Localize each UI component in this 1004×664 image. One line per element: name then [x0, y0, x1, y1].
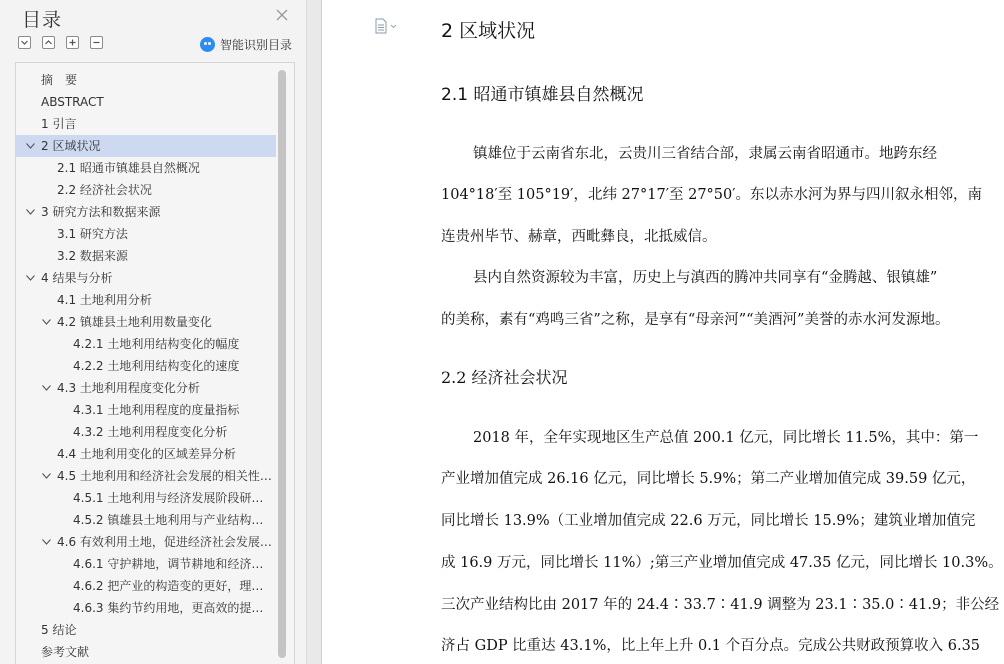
toc-item[interactable]: 2.2 经济社会状况: [57, 183, 152, 197]
toc-item[interactable]: 摘 要: [41, 73, 78, 87]
toc-item[interactable]: 4.3.1 土地利用程度的度量指标: [73, 403, 240, 417]
paragraph-line: 镇雄位于云南省东北，云贵川三省结合部，隶属云南省昭通市。地跨东经: [473, 146, 937, 162]
toc-item[interactable]: 4.6.1 守护耕地，调节耕地和经济…: [73, 557, 264, 571]
toc-panel: [0, 0, 306, 664]
collapse-all-icon[interactable]: [18, 36, 31, 49]
document-icon[interactable]: [374, 18, 398, 34]
expand-all-icon[interactable]: [42, 36, 55, 49]
paragraph-line: 县内自然资源较为丰富，历史上与滇西的腾冲共同享有“金腾越、银镇雄”: [473, 270, 938, 286]
paragraph-line: 产业增加值完成 26.16 亿元，同比增长 5.9%；第二产业增加值完成 39.59 亿元，: [441, 471, 976, 487]
chevron-down-icon[interactable]: [26, 267, 36, 289]
remove-heading-icon[interactable]: [90, 36, 103, 49]
toc-item[interactable]: 3.1 研究方法: [57, 227, 128, 241]
toc-item[interactable]: 3 研究方法和数据来源: [41, 205, 161, 219]
toc-item[interactable]: 4.5.2 镇雄县土地利用与产业结构…: [73, 513, 264, 527]
chevron-down-icon[interactable]: [26, 201, 36, 223]
toc-item[interactable]: 4.1 土地利用分析: [57, 293, 152, 307]
toc-item[interactable]: 4.5 土地利用和经济社会发展的相关性…: [57, 469, 272, 483]
toc-item[interactable]: 4.5.1 土地利用与经济发展阶段研…: [73, 491, 264, 505]
toc-list: [15, 62, 295, 664]
paragraph-line: 连贵州毕节、赫章，西毗彝良，北抵威信。: [441, 229, 717, 245]
toc-item[interactable]: 4.2 镇雄县土地利用数量变化: [57, 315, 212, 329]
heading-2-2-text: 经济社会状况: [471, 368, 568, 387]
toc-item[interactable]: 4.6 有效利用土地，促进经济社会发展…: [57, 535, 272, 549]
toc-item[interactable]: 4.3.2 土地利用程度变化分析: [73, 425, 228, 439]
toc-item[interactable]: 2.1 昭通市镇雄县自然概况: [57, 161, 200, 175]
toc-item[interactable]: 参考文献: [41, 645, 90, 659]
toc-item[interactable]: 4.3 土地利用程度变化分析: [57, 381, 200, 395]
toc-item[interactable]: ABSTRACT: [41, 95, 104, 109]
paragraph-line: 104°18′至 105°19′，北纬 27°17′至 27°50′。东以赤水河为界与四川叙永相邻，南: [441, 187, 983, 203]
toc-scrollbar[interactable]: [278, 70, 286, 658]
chevron-down-icon[interactable]: [42, 377, 52, 399]
toc-item[interactable]: 4.6.3 集约节约用地，更高效的提…: [73, 601, 264, 615]
toc-item[interactable]: 4 结果与分析: [41, 271, 113, 285]
paragraph-line: 三次产业结构比由 2017 年的 24.4∶33.7∶41.9 调整为 23.1∶35.0∶41.9；非公经: [441, 597, 1000, 613]
toc-toolbar: [18, 36, 114, 50]
toc-item[interactable]: 4.4 土地利用变化的区域差异分析: [57, 447, 236, 461]
heading-2-2-number: 2.2: [441, 368, 467, 387]
heading-2-2: [441, 365, 568, 388]
paragraph-line: 成 16.9 万元，同比增长 11%）;第三产业增加值完成 47.35 亿元，同比增长 10.3%。: [441, 555, 1003, 571]
ai-recognize-toc-button[interactable]: [200, 35, 292, 53]
ai-recognize-label: 智能识别目录: [220, 37, 293, 52]
close-icon[interactable]: [274, 8, 290, 24]
panel-divider[interactable]: [306, 0, 322, 664]
toc-item[interactable]: 1 引言: [41, 117, 77, 131]
chevron-down-icon[interactable]: [42, 531, 52, 553]
toc-item[interactable]: 4.6.2 把产业的构造变的更好，理…: [73, 579, 264, 593]
paragraph-line: 2018 年，全年实现地区生产总值 200.1 亿元，同比增长 11.5%，其中：第一: [473, 430, 979, 446]
add-heading-icon[interactable]: [66, 36, 79, 49]
paragraph-line: 同比增长 13.9%（工业增加值完成 22.6 万元，同比增长 15.9%；建筑业增加值完: [441, 513, 976, 529]
toc-title: 目录: [22, 9, 63, 31]
toc-item[interactable]: 2 区域状况: [16, 135, 276, 157]
document-page: [322, 0, 1004, 664]
chevron-down-icon[interactable]: [42, 465, 52, 487]
heading-2-1: 2.1 昭通市镇雄县自然概况: [441, 85, 644, 105]
toc-item[interactable]: 4.2.1 土地利用结构变化的幅度: [73, 337, 240, 351]
paragraph-line: 的美称，素有“鸡鸣三省”之称，是享有“母亲河”“美酒河”美誉的赤水河发源地。: [441, 312, 950, 328]
chevron-down-icon[interactable]: [26, 135, 36, 157]
toc-item[interactable]: 4.2.2 土地利用结构变化的速度: [73, 359, 240, 373]
chevron-down-icon[interactable]: [42, 311, 52, 333]
paragraph-line: 济占 GDP 比重达 43.1%，比上年上升 0.1 个百分点。完成公共财政预算收入 6.35: [441, 638, 981, 654]
toc-item[interactable]: 5 结论: [41, 623, 77, 637]
ai-robot-icon: [200, 37, 215, 52]
toc-item[interactable]: 3.2 数据来源: [57, 249, 128, 263]
heading-2: 2 区域状况: [441, 20, 536, 42]
